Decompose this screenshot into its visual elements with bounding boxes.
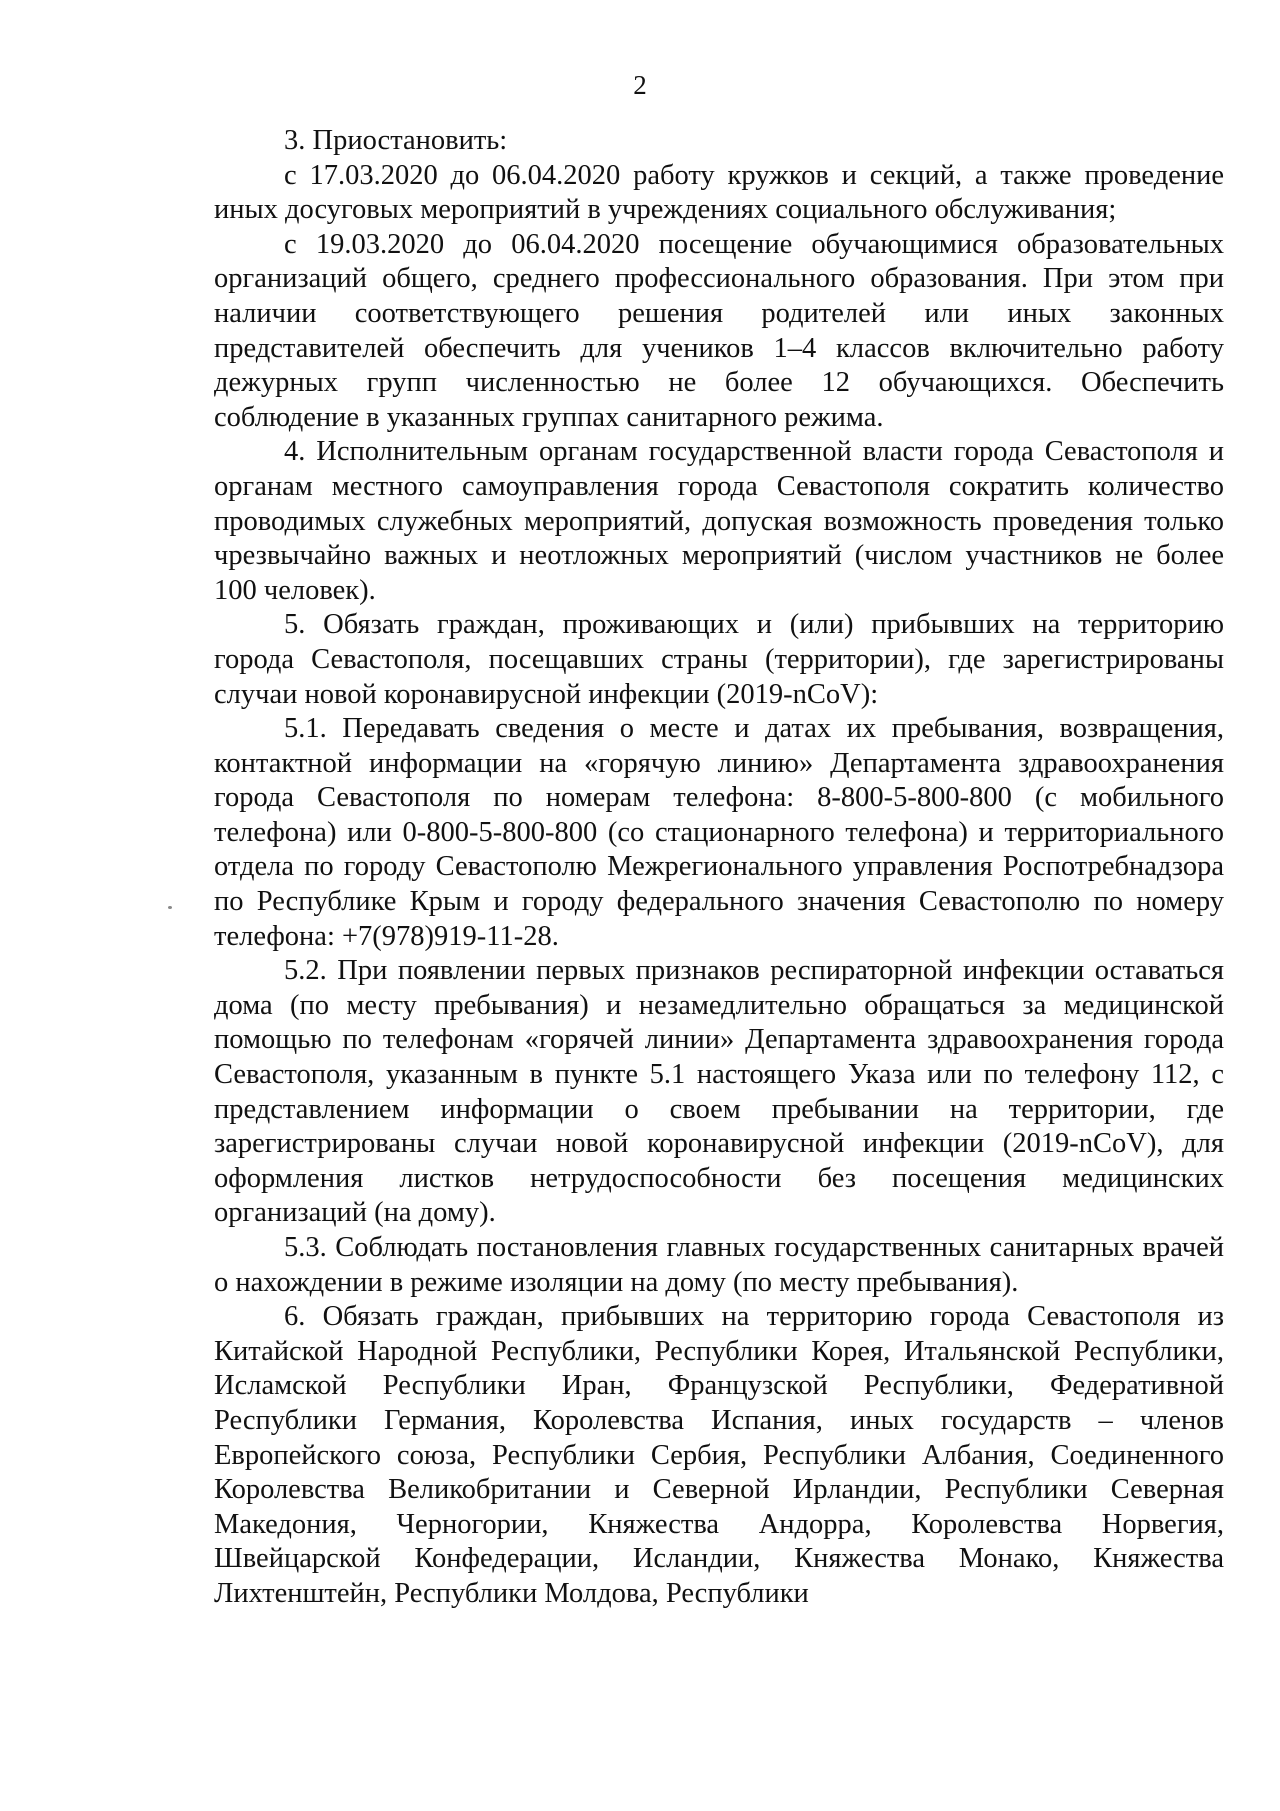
scan-speck [168,906,172,909]
paragraph-5-3: 5.3. Соблюдать постановления главных государственных санитарных врачей о нахождении в режиме изоляции на дому (по месту пребывания). [214,1232,1224,1298]
paragraph-3-schools: с 19.03.2020 до 06.04.2020 посещение обучающимися образовательных организаций общего, среднего профессионального образования. При этом при наличии соответствующего решения родителей или иных законных представителей обеспечить для учеников 1–4 классов включительно работу дежурных групп численностью не более 12 обучающихся. Обеспечить соблюдение в указанных группах санитарного режима. [214,228,1224,433]
paragraph-4: 4. Исполнительным органам государственной власти города Севастополя и органам местного самоуправления города Севастополя сократить количество проводимых служебных мероприятий, допуская возможность проведения только чрезвычайно важных и неотложных мероприятий (числом участников не более 100 человек). [214,436,1224,606]
document-body [214,124,1224,1612]
paragraph-3-heading: 3. Приостановить: [284,125,508,156]
paragraph-6: 6. Обязать граждан, прибывших на территорию города Севастополя из Китайской Народной Республики, Республики Корея, Итальянской Республики, Исламской Республики Иран, Французской Республики, Федеративной Республики Германия, Королевства Испания, иных государств – членов Европейского союза, Республики Сербия, Республики Албания, Соединенного Королевства Великобритании и Северной Ирландии, Республики Северная Македония, Черногории, Княжества Андорра, Королевства Норвегия, Швейцарской Конфедерации, Исландии, Княжества Монако, Княжества Лихтенштейн, Республики Молдова, Республики [214,1301,1224,1609]
page-number: 2 [633,70,647,100]
paragraph-5: 5. Обязать граждан, проживающих и (или) прибывших на территорию города Севастополя, посещавших страны (территории), где зарегистрированы случаи новой коронавирусной инфекции (2019-nCoV): [214,609,1224,710]
paragraph-5-1: 5.1. Передавать сведения о месте и датах их пребывания, возвращения, контактной информации на «горячую линию» Департамента здравоохранения города Севастополя по номерам телефона: 8-800-5-800-800 (с мобильного телефона) или 0-800-5-800-800 (со стационарного телефона) и территориального отдела по городу Севастополю Межрегионального управления Роспотребнадзора по Республике Крым и городу федерального значения Севастополю по номеру телефона: +7(978)919-11-28. [214,713,1224,952]
paragraph-5-2: 5.2. При появлении первых признаков респираторной инфекции оставаться дома (по месту пребывания) и незамедлительно обращаться за медицинской помощью по телефонам «горячей линии» Департамента здравоохранения города Севастополя, указанным в пункте 5.1 настоящего Указа или по телефону 112, с представлением информации о своем пребывании на территории, где зарегистрированы случаи новой коронавирусной инфекции (2019-nCoV), для оформления листков нетрудоспособности без посещения медицинских организаций (на дому). [214,955,1224,1229]
paragraph-3-clubs: с 17.03.2020 до 06.04.2020 работу кружков и секций, а также проведение иных досуговых мероприятий в учреждениях социального обслуживания; [214,159,1224,226]
